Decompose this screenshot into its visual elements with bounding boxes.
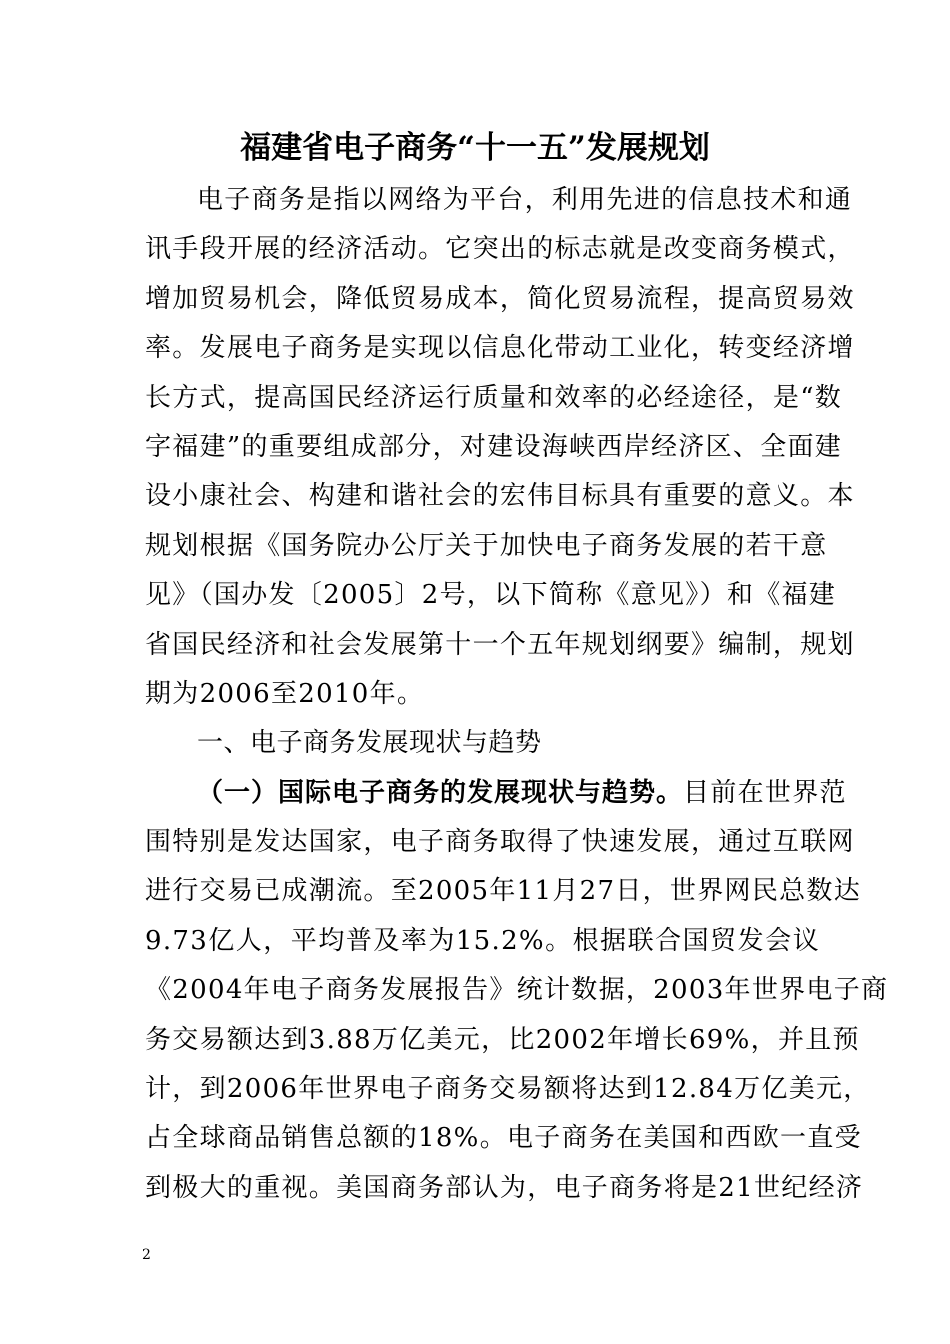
paragraph-line: 计，到2006年世界电子商务交易额将达到12.84万亿美元， [145, 1074, 871, 1105]
subsection-heading: （一）国际电子商务的发展现状与趋势。 [197, 777, 684, 808]
paragraph-line: 进行交易已成潮流。至2005年11月27日，世界网民总数达 [145, 876, 862, 907]
paragraph-line: 见》（国办发〔2005〕2号，以下简称《意见》）和《福建 [145, 580, 837, 611]
page-number: 2 [142, 1247, 151, 1263]
paragraph-line: 省国民经济和社会发展第十一个五年规划纲要》编制，规划 [145, 629, 855, 660]
paragraph-line: 围特别是发达国家，电子商务取得了快速发展，通过互联网 [145, 827, 855, 858]
paragraph-line: 务交易额达到3.88万亿美元，比2002年增长69%，并且预 [145, 1024, 860, 1055]
paragraph-line: 电子商务是指以网络为平台，利用先进的信息技术和通 [197, 185, 853, 215]
paragraph-line: 字福建”的重要组成部分，对建设海峡西岸经济区、全面建 [145, 431, 843, 462]
paragraph-line: 率。发展电子商务是实现以信息化带动工业化，转变经济增 [145, 333, 855, 364]
paragraph-line: 《2004年电子商务发展报告》统计数据，2003年世界电子商 [145, 975, 889, 1006]
document-body [145, 176, 889, 1213]
section-heading: 一、电子商务发展现状与趋势 [197, 728, 542, 759]
paragraph-line: 设小康社会、构建和谐社会的宏伟目标具有重要的意义。本 [145, 481, 855, 512]
paragraph-line: 9.73亿人，平均普及率为15.2%。根据联合国贸发会议 [145, 925, 820, 956]
document-title: 福建省电子商务“十一五”发展规划 [240, 130, 710, 166]
paragraph-line: 到极大的重视。美国商务部认为，电子商务将是21世纪经济 [145, 1172, 864, 1203]
paragraph-line: 占全球商品销售总额的18%。电子商务在美国和西欧一直受 [145, 1123, 862, 1154]
paragraph-line: 期为2006至2010年。 [145, 678, 425, 709]
paragraph-line: 讯手段开展的经济活动。它突出的标志就是改变商务模式， [145, 234, 855, 265]
paragraph-text: 目前在世界范 [683, 777, 847, 808]
paragraph-line [145, 769, 847, 818]
paragraph-line: 规划根据《国务院办公厅关于加快电子商务发展的若干意 [145, 530, 828, 561]
paragraph-line: 增加贸易机会，降低贸易成本，简化贸易流程，提高贸易效 [145, 283, 855, 314]
paragraph-line: 长方式，提高国民经济运行质量和效率的必经途径，是“数 [145, 382, 843, 413]
